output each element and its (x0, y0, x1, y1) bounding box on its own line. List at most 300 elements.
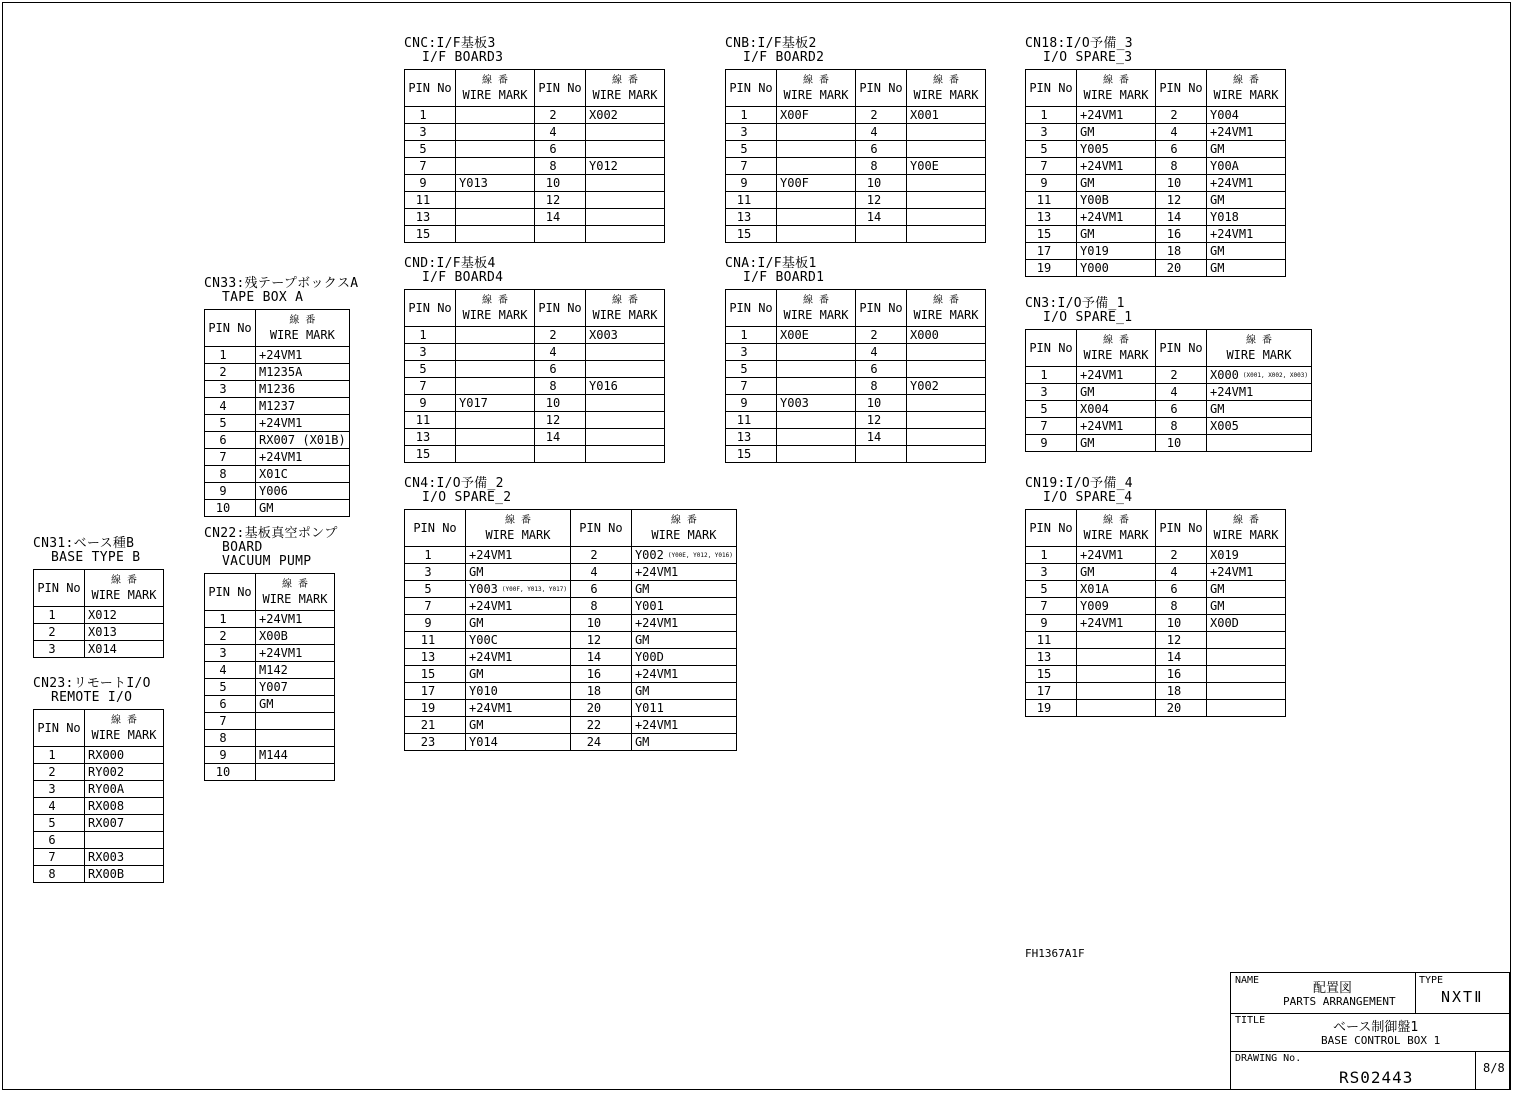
pin-cell: 2 (1156, 107, 1207, 124)
pin-cell: 4 (1156, 124, 1207, 141)
pin-cell: 1 (205, 611, 256, 628)
table-row (405, 344, 665, 361)
table-row (205, 500, 350, 517)
pin-header: PIN No (1156, 330, 1207, 367)
pin-cell: 1 (1026, 367, 1077, 384)
connector-cnd (404, 257, 665, 463)
header-row (34, 710, 164, 747)
table-row (205, 747, 335, 764)
connector-cn31 (33, 537, 164, 658)
connector-table (33, 709, 164, 883)
wire-mark-cell (907, 361, 986, 378)
pin-cell: 17 (1026, 683, 1077, 700)
wire-mark-cell (456, 378, 535, 395)
wire-mark-cell: GM (256, 500, 350, 517)
pin-cell: 21 (405, 717, 466, 734)
table-row (1026, 141, 1286, 158)
wire-mark-cell (907, 429, 986, 446)
pin-cell: 10 (1156, 435, 1207, 452)
wire-mark-cell: +24VM1 (1207, 226, 1286, 243)
wire-mark-cell (1207, 435, 1312, 452)
wire-mark-cell (777, 344, 856, 361)
name-caption: NAME (1235, 975, 1260, 986)
pin-cell: 10 (535, 395, 586, 412)
pin-cell: 3 (34, 641, 85, 658)
table-row (726, 226, 986, 243)
table-row (405, 564, 737, 581)
pin-cell: 6 (535, 141, 586, 158)
wire-mark-cell: +24VM1 (466, 547, 571, 564)
pin-cell: 9 (405, 395, 456, 412)
table-row (1026, 107, 1286, 124)
wire-mark-cell: GM (466, 615, 571, 632)
pin-cell: 5 (205, 679, 256, 696)
table-row (205, 398, 350, 415)
wire-mark-cell: X000 (907, 327, 986, 344)
connector-title: CN4:I/O予備_2 I/O SPARE_2 (404, 476, 512, 505)
wire-mark-cell (256, 713, 335, 730)
wire-header: 線 番 WIRE MARK (85, 710, 164, 747)
wire-mark-cell: +24VM1 (256, 645, 335, 662)
table-row (205, 730, 335, 747)
wire-mark-cell (586, 141, 665, 158)
wire-header: 線 番 WIRE MARK (466, 510, 571, 547)
wire-header: 線 番 WIRE MARK (1077, 510, 1156, 547)
pin-cell: 13 (726, 209, 777, 226)
type-caption: TYPE (1419, 975, 1444, 986)
pin-header: PIN No (1026, 70, 1077, 107)
pin-cell: 2 (34, 624, 85, 641)
table-row (205, 628, 335, 645)
pin-cell: 3 (405, 564, 466, 581)
table-row (1026, 243, 1286, 260)
table-row (405, 395, 665, 412)
table-row (1026, 649, 1286, 666)
wire-mark-cell (1077, 632, 1156, 649)
pin-cell: 19 (1026, 700, 1077, 717)
pin-cell: 1 (405, 107, 456, 124)
pin-cell: 5 (405, 361, 456, 378)
wire-mark-cell (1077, 666, 1156, 683)
pin-cell: 1 (405, 547, 466, 564)
wire-mark-cell: GM (466, 564, 571, 581)
wire-mark-cell: Y018 (1207, 209, 1286, 226)
connector-table (1025, 509, 1286, 717)
pin-header: PIN No (856, 290, 907, 327)
wire-header: 線 番 WIRE MARK (1207, 70, 1286, 107)
pin-cell: 13 (1026, 209, 1077, 226)
wire-mark-cell: Y019 (1077, 243, 1156, 260)
wire-mark-cell (777, 412, 856, 429)
table-row (34, 815, 164, 832)
connector-table (404, 509, 737, 751)
header-row (1026, 510, 1286, 547)
pin-cell: 11 (1026, 192, 1077, 209)
wire-mark-cell: X012 (85, 607, 164, 624)
file-number: FH1367A1F (1025, 947, 1085, 960)
pin-cell: 5 (205, 415, 256, 432)
wire-mark-cell: +24VM1 (1207, 384, 1312, 401)
pin-cell: 15 (405, 226, 456, 243)
pin-cell: 7 (726, 158, 777, 175)
wire-mark-cell: GM (466, 666, 571, 683)
wire-mark-cell (456, 226, 535, 243)
pin-cell: 8 (535, 158, 586, 175)
pin-cell: 6 (1156, 401, 1207, 418)
wire-mark-cell: Y00D (631, 649, 736, 666)
pin-cell: 14 (1156, 649, 1207, 666)
connector-cn33 (204, 277, 358, 517)
pin-cell: 3 (405, 344, 456, 361)
wire-mark-cell: X014 (85, 641, 164, 658)
wire-mark-cell (1077, 649, 1156, 666)
wire-mark-cell (907, 395, 986, 412)
pin-cell: 19 (1026, 260, 1077, 277)
wire-mark-cell: Y007 (256, 679, 335, 696)
wire-mark-cell: +24VM1 (466, 649, 571, 666)
wire-mark-cell: Y013 (456, 175, 535, 192)
table-row (1026, 367, 1312, 384)
wire-mark-cell: X004 (1077, 401, 1156, 418)
pin-cell: 3 (1026, 124, 1077, 141)
table-row (405, 598, 737, 615)
wire-mark-cell: +24VM1 (1077, 615, 1156, 632)
pin-cell: 7 (34, 849, 85, 866)
wire-header: 線 番 WIRE MARK (586, 290, 665, 327)
pin-cell: 8 (856, 378, 907, 395)
wire-mark-cell: +24VM1 (1077, 107, 1156, 124)
wire-mark-cell (907, 192, 986, 209)
table-row (726, 378, 986, 395)
sheet-number: 8/8 (1483, 1061, 1505, 1075)
header-row (205, 310, 350, 347)
pin-cell: 3 (205, 645, 256, 662)
wire-mark-cell: +24VM1 (1207, 124, 1286, 141)
pin-cell: 15 (726, 226, 777, 243)
header-row (34, 570, 164, 607)
connector-title: CN3:I/O予備_1 I/O SPARE_1 (1025, 296, 1133, 325)
pin-cell: 2 (205, 628, 256, 645)
pin-cell (535, 226, 586, 243)
wire-mark-cell: +24VM1 (256, 347, 350, 364)
table-row (405, 683, 737, 700)
wire-mark-cell: GM (631, 734, 736, 751)
wire-mark-cell: GM (1077, 124, 1156, 141)
pin-header: PIN No (1026, 510, 1077, 547)
wire-mark-cell (586, 361, 665, 378)
connector-table (204, 309, 350, 517)
wire-mark-cell: +24VM1 (466, 700, 571, 717)
pin-header: PIN No (726, 290, 777, 327)
connector-title: CNA:I/F基板1 I/F BOARD1 (725, 256, 825, 285)
pin-cell: 10 (205, 500, 256, 517)
pin-cell: 14 (856, 429, 907, 446)
table-row (205, 662, 335, 679)
wire-mark-cell (85, 832, 164, 849)
wire-mark-cell (777, 429, 856, 446)
wire-mark-cell: RX00B (85, 866, 164, 883)
wire-mark-cell (456, 429, 535, 446)
header-row (1026, 330, 1312, 367)
pin-cell: 1 (34, 607, 85, 624)
wire-mark-cell: Y00B (1077, 192, 1156, 209)
wire-mark-cell: Y004 (1207, 107, 1286, 124)
table-row (205, 645, 335, 662)
wire-mark-cell: +24VM1 (631, 615, 736, 632)
pin-cell: 14 (535, 429, 586, 446)
pin-cell: 9 (405, 615, 466, 632)
table-row (405, 615, 737, 632)
pin-cell: 12 (570, 632, 631, 649)
table-row (1026, 683, 1286, 700)
pin-cell: 13 (405, 209, 456, 226)
wire-mark-cell: X000 $^{(X001, X002, X003)}$ (1207, 367, 1312, 384)
pin-cell: 3 (1026, 384, 1077, 401)
table-row (405, 547, 737, 564)
pin-cell: 8 (1156, 418, 1207, 435)
pin-cell: 9 (205, 483, 256, 500)
table-row (205, 466, 350, 483)
table-row (405, 700, 737, 717)
wire-mark-cell (1207, 666, 1286, 683)
wire-mark-cell: Y005 (1077, 141, 1156, 158)
pin-header: PIN No (535, 70, 586, 107)
wire-mark-cell: GM (1077, 226, 1156, 243)
wire-mark-cell (777, 192, 856, 209)
pin-cell: 1 (405, 327, 456, 344)
connector-cn19 (1025, 477, 1286, 717)
pin-cell: 16 (570, 666, 631, 683)
table-row (405, 141, 665, 158)
pin-cell: 4 (1156, 564, 1207, 581)
pin-cell: 10 (1156, 615, 1207, 632)
wire-mark-cell (456, 124, 535, 141)
wire-mark-cell (1207, 700, 1286, 717)
wire-mark-cell (907, 124, 986, 141)
wire-header: 線 番 WIRE MARK (1077, 70, 1156, 107)
connector-table (1025, 329, 1312, 452)
pin-cell: 5 (1026, 141, 1077, 158)
table-row (205, 449, 350, 466)
title-block (1230, 972, 1510, 1090)
wire-mark-cell (777, 226, 856, 243)
wire-mark-cell: X001 (907, 107, 986, 124)
table-row (726, 446, 986, 463)
wire-mark-cell: Y006 (256, 483, 350, 500)
wire-mark-cell: Y001 (631, 598, 736, 615)
wire-mark-cell (586, 226, 665, 243)
table-row (1026, 615, 1286, 632)
pin-cell: 4 (1156, 384, 1207, 401)
pin-cell: 5 (1026, 401, 1077, 418)
table-row (726, 124, 986, 141)
wire-header: 線 番 WIRE MARK (456, 70, 535, 107)
pin-cell: 11 (726, 412, 777, 429)
connector-table (725, 69, 986, 243)
header-row (1026, 70, 1286, 107)
pin-cell: 22 (570, 717, 631, 734)
pin-cell: 8 (570, 598, 631, 615)
pin-cell: 4 (34, 798, 85, 815)
pin-cell: 15 (1026, 226, 1077, 243)
table-row (1026, 401, 1312, 418)
pin-cell: 6 (535, 361, 586, 378)
header-row (405, 70, 665, 107)
table-row (405, 666, 737, 683)
pin-cell: 5 (726, 141, 777, 158)
wire-mark-cell: X003 (586, 327, 665, 344)
wire-mark-cell (456, 361, 535, 378)
table-row (205, 713, 335, 730)
pin-cell: 2 (205, 364, 256, 381)
wire-mark-cell: GM (466, 717, 571, 734)
table-row (405, 632, 737, 649)
wire-mark-cell (456, 141, 535, 158)
pin-cell: 6 (570, 581, 631, 598)
wire-mark-cell: GM (631, 581, 736, 598)
pin-cell: 6 (34, 832, 85, 849)
table-row (405, 717, 737, 734)
table-row (405, 192, 665, 209)
table-row (726, 158, 986, 175)
wire-header: 線 番 WIRE MARK (256, 574, 335, 611)
wire-mark-cell: Y002 (907, 378, 986, 395)
pin-cell: 4 (535, 344, 586, 361)
wire-mark-cell: Y014 (466, 734, 571, 751)
wire-mark-cell (586, 192, 665, 209)
connector-table (204, 573, 335, 781)
wire-mark-cell (777, 378, 856, 395)
table-row (405, 226, 665, 243)
wire-header: 線 番 WIRE MARK (631, 510, 736, 547)
wire-mark-cell: GM (1207, 260, 1286, 277)
table-row (726, 429, 986, 446)
wire-mark-cell (586, 209, 665, 226)
wire-mark-cell (907, 446, 986, 463)
pin-cell: 2 (34, 764, 85, 781)
connector-cnb (725, 37, 986, 243)
wire-mark-cell (456, 327, 535, 344)
pin-cell: 3 (34, 781, 85, 798)
table-row (1026, 598, 1286, 615)
pin-cell: 14 (1156, 209, 1207, 226)
table-row (405, 412, 665, 429)
wire-mark-cell: X019 (1207, 547, 1286, 564)
wire-mark-cell (456, 209, 535, 226)
wire-mark-cell (586, 124, 665, 141)
title-block-drawing-row (1231, 1051, 1509, 1089)
pin-cell: 7 (726, 378, 777, 395)
table-row (1026, 418, 1312, 435)
table-row (34, 607, 164, 624)
pin-cell: 12 (856, 192, 907, 209)
pin-cell: 12 (1156, 192, 1207, 209)
pin-cell: 4 (570, 564, 631, 581)
table-row (1026, 632, 1286, 649)
table-row (405, 361, 665, 378)
wire-mark-cell: RY00A (85, 781, 164, 798)
pin-header: PIN No (856, 70, 907, 107)
pin-header: PIN No (405, 70, 456, 107)
table-row (1026, 435, 1312, 452)
pin-cell: 14 (856, 209, 907, 226)
table-row (1026, 547, 1286, 564)
wire-header: 線 番 WIRE MARK (1207, 510, 1286, 547)
pin-cell: 10 (856, 175, 907, 192)
pin-cell: 5 (1026, 581, 1077, 598)
wire-mark-cell (456, 158, 535, 175)
pin-cell: 11 (405, 192, 456, 209)
table-row (205, 364, 350, 381)
pin-cell: 8 (535, 378, 586, 395)
wire-mark-cell: GM (631, 683, 736, 700)
pin-cell: 10 (570, 615, 631, 632)
wire-mark-cell: +24VM1 (1077, 367, 1156, 384)
wire-mark-cell: GM (631, 632, 736, 649)
wire-mark-cell (1207, 632, 1286, 649)
table-row (405, 378, 665, 395)
wire-mark-cell: Y002 $^{(Y00E, Y012, Y016)}$ (631, 547, 736, 564)
wire-mark-note: (Y00F, Y013, Y017) (501, 585, 567, 593)
table-row (726, 209, 986, 226)
wire-mark-cell: GM (1077, 384, 1156, 401)
pin-cell: 10 (856, 395, 907, 412)
table-row (34, 764, 164, 781)
connector-title: CN23:リモートI/O REMOTE I/O (33, 676, 151, 705)
pin-cell: 5 (34, 815, 85, 832)
table-row (405, 327, 665, 344)
pin-cell: 16 (1156, 226, 1207, 243)
wire-mark-cell: GM (1207, 598, 1286, 615)
wire-mark-cell: M1237 (256, 398, 350, 415)
pin-cell: 8 (1156, 598, 1207, 615)
pin-cell: 18 (1156, 683, 1207, 700)
wire-mark-cell: Y00A (1207, 158, 1286, 175)
pin-cell: 3 (726, 344, 777, 361)
pin-cell: 17 (405, 683, 466, 700)
wire-mark-cell: X005 (1207, 418, 1312, 435)
wire-mark-cell: +24VM1 (1077, 209, 1156, 226)
wire-header: 線 番 WIRE MARK (256, 310, 350, 347)
wire-mark-note: (Y00E, Y012, Y016) (667, 551, 733, 559)
pin-header: PIN No (1026, 330, 1077, 367)
wire-mark-cell (907, 344, 986, 361)
wire-mark-cell (777, 361, 856, 378)
wire-mark-cell: Y012 (586, 158, 665, 175)
wire-mark-cell (256, 730, 335, 747)
table-row (205, 611, 335, 628)
wire-mark-cell: RX007 (X01B) (256, 432, 350, 449)
connector-title: CN22:基板真空ポンプ BOARD VACUUM PUMP (204, 526, 338, 569)
connector-title: CNB:I/F基板2 I/F BOARD2 (725, 36, 825, 65)
pin-cell: 3 (726, 124, 777, 141)
pin-cell: 2 (535, 107, 586, 124)
pin-cell: 9 (1026, 175, 1077, 192)
wire-mark-cell: +24VM1 (1207, 564, 1286, 581)
pin-header: PIN No (570, 510, 631, 547)
title-block-name-row (1231, 973, 1509, 1014)
wire-mark-cell: M1236 (256, 381, 350, 398)
pin-cell: 14 (535, 209, 586, 226)
wire-mark-cell: X00F (777, 107, 856, 124)
type-value: NXTⅡ (1441, 988, 1484, 1006)
wire-mark-cell (456, 107, 535, 124)
wire-header: 線 番 WIRE MARK (456, 290, 535, 327)
pin-cell: 6 (856, 141, 907, 158)
pin-header: PIN No (205, 574, 256, 611)
wire-mark-cell: Y009 (1077, 598, 1156, 615)
pin-cell: 13 (405, 649, 466, 666)
